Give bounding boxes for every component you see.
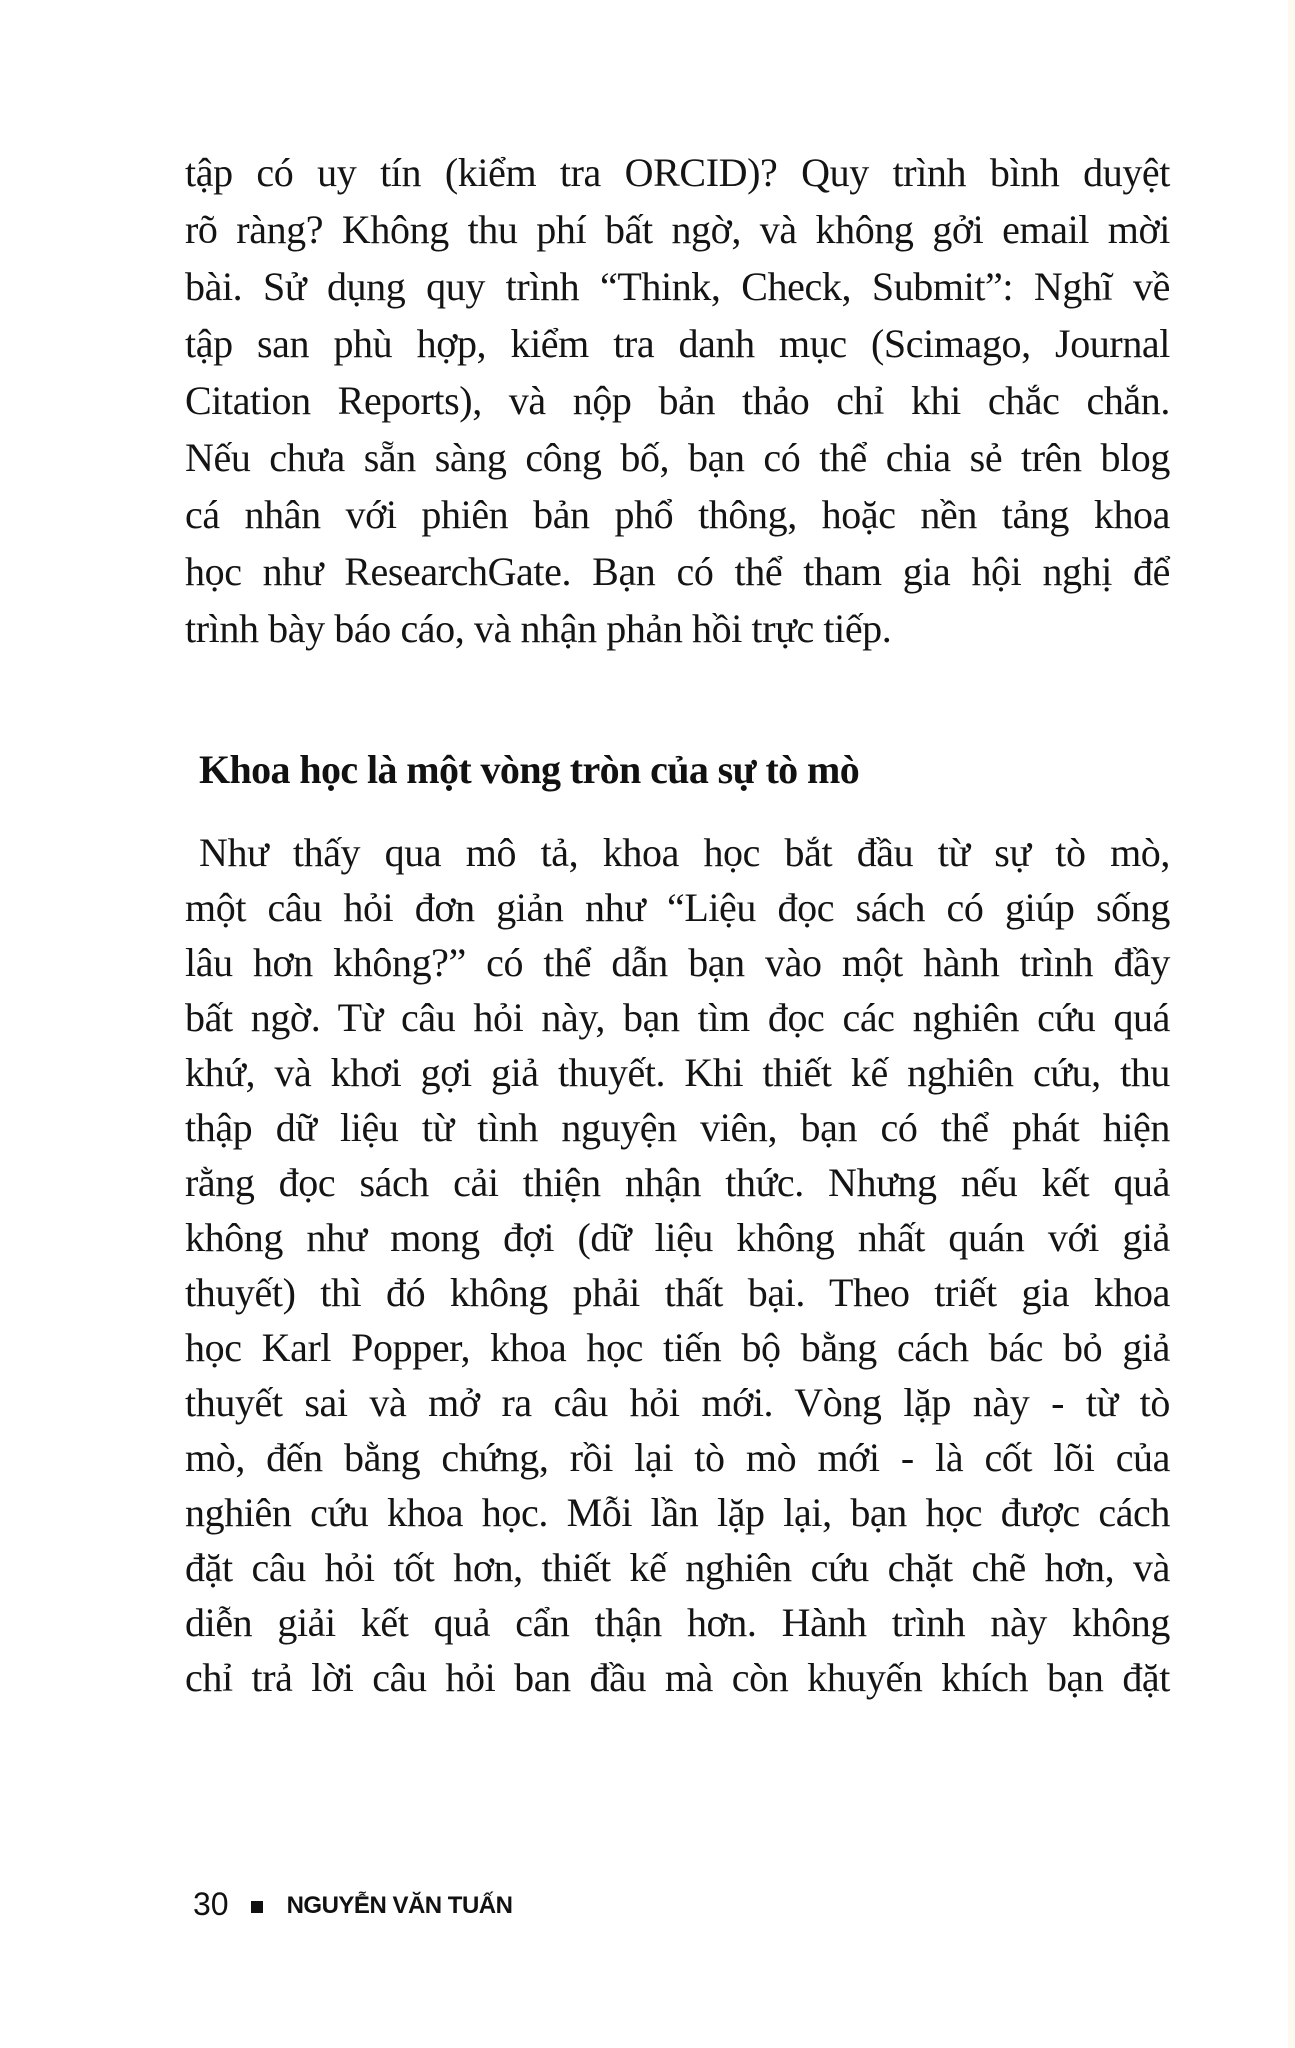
- paragraph-1-line: tập san phù hợp, kiểm tra danh mục (Scimago, Journal: [185, 321, 1170, 366]
- page-edge: [1288, 0, 1295, 2048]
- paragraph-2-line: nghiên cứu khoa học. Mỗi lần lặp lại, bạn học được cách: [185, 1490, 1170, 1535]
- paragraph-2-line: rằng đọc sách cải thiện nhận thức. Nhưng nếu kết quả: [185, 1160, 1170, 1205]
- paragraph-1-line: Citation Reports), và nộp bản thảo chỉ khi chắc chắn.: [185, 378, 1170, 423]
- paragraph-2-line: không như mong đợi (dữ liệu không nhất quán với giả: [185, 1215, 1170, 1260]
- paragraph-2-line: diễn giải kết quả cẩn thận hơn. Hành trình này không: [185, 1600, 1170, 1645]
- paragraph-1-line: trình bày báo cáo, và nhận phản hồi trực tiếp.: [185, 606, 892, 651]
- page-footer: [193, 1884, 512, 1924]
- paragraph-2-line: chỉ trả lời câu hỏi ban đầu mà còn khuyến khích bạn đặt: [185, 1655, 1170, 1700]
- paragraph-2-line: thập dữ liệu từ tình nguyện viên, bạn có thể phát hiện: [185, 1105, 1170, 1150]
- paragraph-2-line: bất ngờ. Từ câu hỏi này, bạn tìm đọc các nghiên cứu quá: [185, 995, 1170, 1040]
- paragraph-1-line: tập có uy tín (kiểm tra ORCID)? Quy trình bình duyệt: [185, 150, 1170, 195]
- black-square-icon: [251, 1901, 263, 1913]
- paragraph-1-line: cá nhân với phiên bản phổ thông, hoặc nền tảng khoa: [185, 492, 1170, 537]
- page-number: 30: [193, 1885, 229, 1922]
- paragraph-1-line: Nếu chưa sẵn sàng công bố, bạn có thể chia sẻ trên blog: [185, 435, 1170, 480]
- author-name: NGUYỄN VĂN TUẤN: [286, 1892, 513, 1919]
- paragraph-2-line: lâu hơn không?” có thể dẫn bạn vào một hành trình đầy: [185, 940, 1170, 985]
- paragraph-1-line: bài. Sử dụng quy trình “Think, Check, Submit”: Nghĩ về: [185, 264, 1170, 309]
- paragraph-2-line: mò, đến bằng chứng, rồi lại tò mò mới - là cốt lõi của: [185, 1435, 1170, 1480]
- paragraph-2-line: Như thấy qua mô tả, khoa học bắt đầu từ sự tò mò,: [199, 830, 1170, 875]
- paragraph-2-line: thuyết) thì đó không phải thất bại. Theo triết gia khoa: [185, 1270, 1170, 1315]
- paragraph-2-line: học Karl Popper, khoa học tiến bộ bằng cách bác bỏ giả: [185, 1325, 1170, 1370]
- section-heading: Khoa học là một vòng tròn của sự tò mò: [199, 747, 860, 792]
- paragraph-2-line: đặt câu hỏi tốt hơn, thiết kế nghiên cứu chặt chẽ hơn, và: [185, 1545, 1170, 1590]
- paragraph-2-line: một câu hỏi đơn giản như “Liệu đọc sách có giúp sống: [185, 885, 1170, 930]
- paragraph-1-line: học như ResearchGate. Bạn có thể tham gia hội nghị để: [185, 549, 1170, 594]
- paragraph-1-line: rõ ràng? Không thu phí bất ngờ, và không gởi email mời: [185, 207, 1170, 252]
- paragraph-2-line: khứ, và khơi gợi giả thuyết. Khi thiết kế nghiên cứu, thu: [185, 1050, 1170, 1095]
- paragraph-2-line: thuyết sai và mở ra câu hỏi mới. Vòng lặp này - từ tò: [185, 1380, 1170, 1425]
